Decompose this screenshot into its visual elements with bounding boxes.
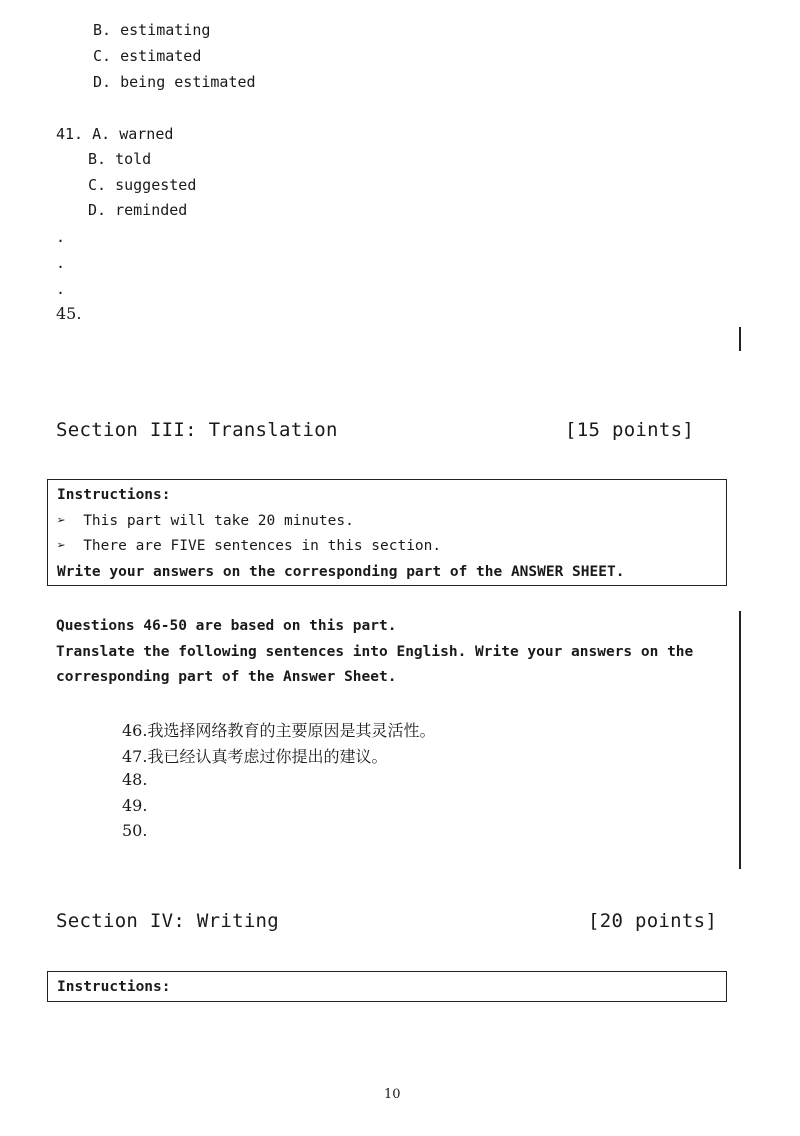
- questions-intro: Questions 46-50 are based on this part.: [56, 618, 397, 634]
- margin-bar: [739, 611, 741, 869]
- q45-number: 45.: [56, 304, 82, 323]
- answer-sheet-note: Write your answers on the corresponding part of the ANSWER SHEET.: [57, 564, 625, 580]
- ellipsis-dot: .: [56, 280, 66, 298]
- q41-option-c: C. suggested: [88, 176, 197, 194]
- instruction-bullet: ➢ There are FIVE sentences in this section.: [57, 538, 442, 554]
- text-cursor-mark: [739, 327, 741, 351]
- instructions-heading: Instructions:: [57, 487, 171, 503]
- section4-instructions-box: [47, 971, 727, 1002]
- q40-option-b: B. estimating: [93, 21, 211, 39]
- section3-instructions-box: [47, 479, 727, 586]
- section3-points: [15 points]: [565, 419, 695, 441]
- translate-instruction-line2: corresponding part of the Answer Sheet.: [56, 669, 397, 685]
- translation-item-48: 48.: [122, 770, 148, 789]
- section3-title: Section III: Translation: [56, 419, 338, 441]
- arrow-bullet-icon: ➢: [57, 513, 66, 529]
- arrow-bullet-icon: ➢: [57, 538, 66, 554]
- page-number: 10: [384, 1087, 401, 1102]
- translation-item-47: 47.我已经认真考虑过你提出的建议。: [122, 747, 388, 766]
- ellipsis-dot: .: [56, 228, 66, 246]
- q41-option-b: B. told: [88, 150, 152, 168]
- q40-option-d: D. being estimated: [93, 73, 256, 91]
- translation-item-49: 49.: [122, 796, 148, 815]
- q41-option-d: D. reminded: [88, 201, 188, 219]
- ellipsis-dot: .: [56, 254, 66, 272]
- q41-option-a: 41. A. warned: [56, 125, 174, 143]
- instructions-heading: Instructions:: [57, 979, 171, 995]
- q40-option-c: C. estimated: [93, 47, 202, 65]
- instruction-bullet: ➢ This part will take 20 minutes.: [57, 513, 354, 529]
- translate-instruction-line1: Translate the following sentences into English. Write your answers on the: [56, 644, 694, 660]
- section4-points: [20 points]: [588, 910, 718, 932]
- translation-item-50: 50.: [122, 821, 148, 840]
- section4-title: Section IV: Writing: [56, 910, 280, 932]
- translation-item-46: 46.我选择网络教育的主要原因是其灵活性。: [122, 721, 436, 740]
